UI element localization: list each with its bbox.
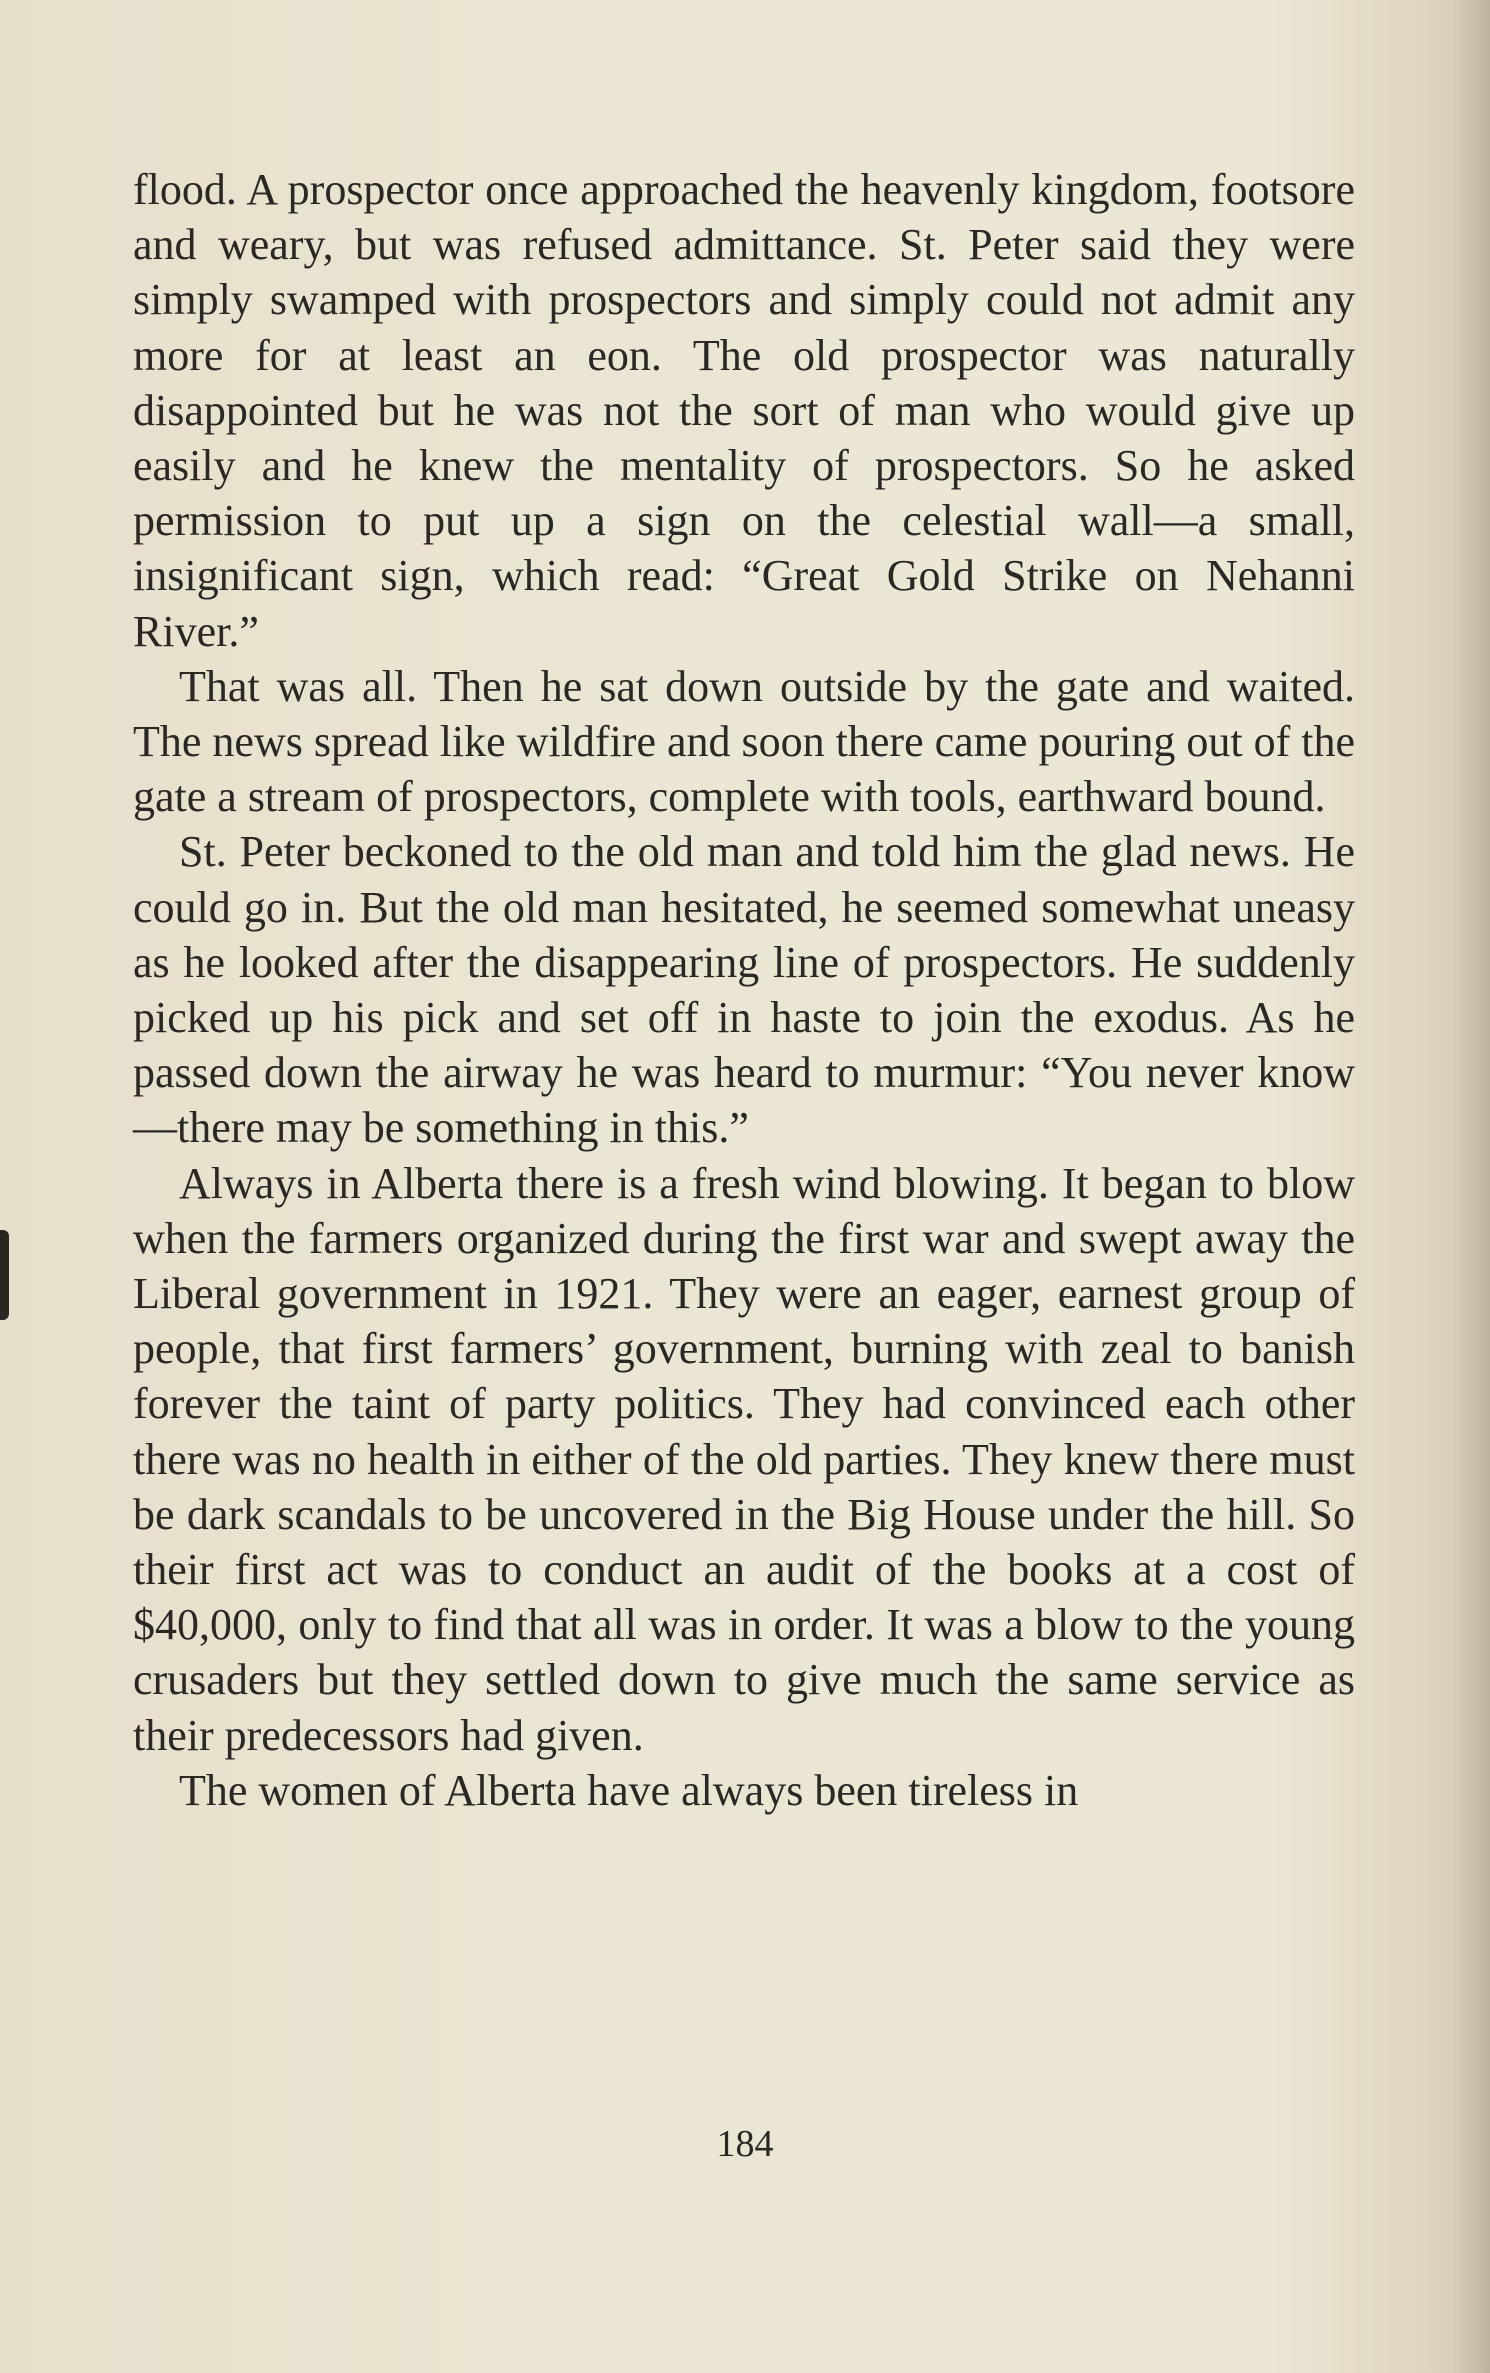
page-edge-shadow — [1456, 0, 1490, 2373]
paragraph-1: flood. A prospector once approached the heavenly kingdom, footsore and weary, but was refused admittance. St. Peter said they were simply swamped with prospectors and simply could not admit any more for at least an eon. The old prospector was naturally disappointed but he was not the sort of man who would give up easily and he knew the mentality of prospectors. So he asked permission to put up a sign on the celestial wall—a small, insignificant sign, which read: “Great Gold Strike on Nehanni River.” — [133, 165, 1355, 656]
paragraph-4: Always in Alberta there is a fresh wind blowing. It began to blow when the farmers organized during the first war and swept away the Liberal government in 1921. They were an eager, earnest group of people, that first farmers’ government, burning with zeal to banish forever the taint of party politics. They had convinced each other there was no health in either of the old parties. They knew there must be dark scandals to be uncovered in the Big House under the hill. So their first act was to conduct an audit of the books at a cost of $40,000, only to find that all was in order. It was a blow to the young crusaders but they settled down to give much the same service as their predecessors had given. — [133, 1158, 1355, 1760]
paragraph-5: The women of Alberta have always been tireless in — [179, 1765, 1079, 1815]
paragraph-2: That was all. Then he sat down outside by the gate and waited. The news spread like wildfire and soon there came pouring out of the gate a stream of prospectors, complete with tools, earthward bound. — [133, 661, 1355, 822]
body-text — [133, 162, 1355, 1818]
paragraph-3: St. Peter beckoned to the old man and told him the glad news. He could go in. But the old man hesitated, he seemed somewhat uneasy as he looked after the disappearing line of prospectors. He suddenly picked up his pick and set off in haste to join the exodus. As he passed down the airway he was heard to murmur: “You never know—there may be something in this.” — [133, 827, 1355, 1153]
page-number: 184 — [716, 2123, 774, 2165]
binding-mark — [0, 1230, 9, 1320]
